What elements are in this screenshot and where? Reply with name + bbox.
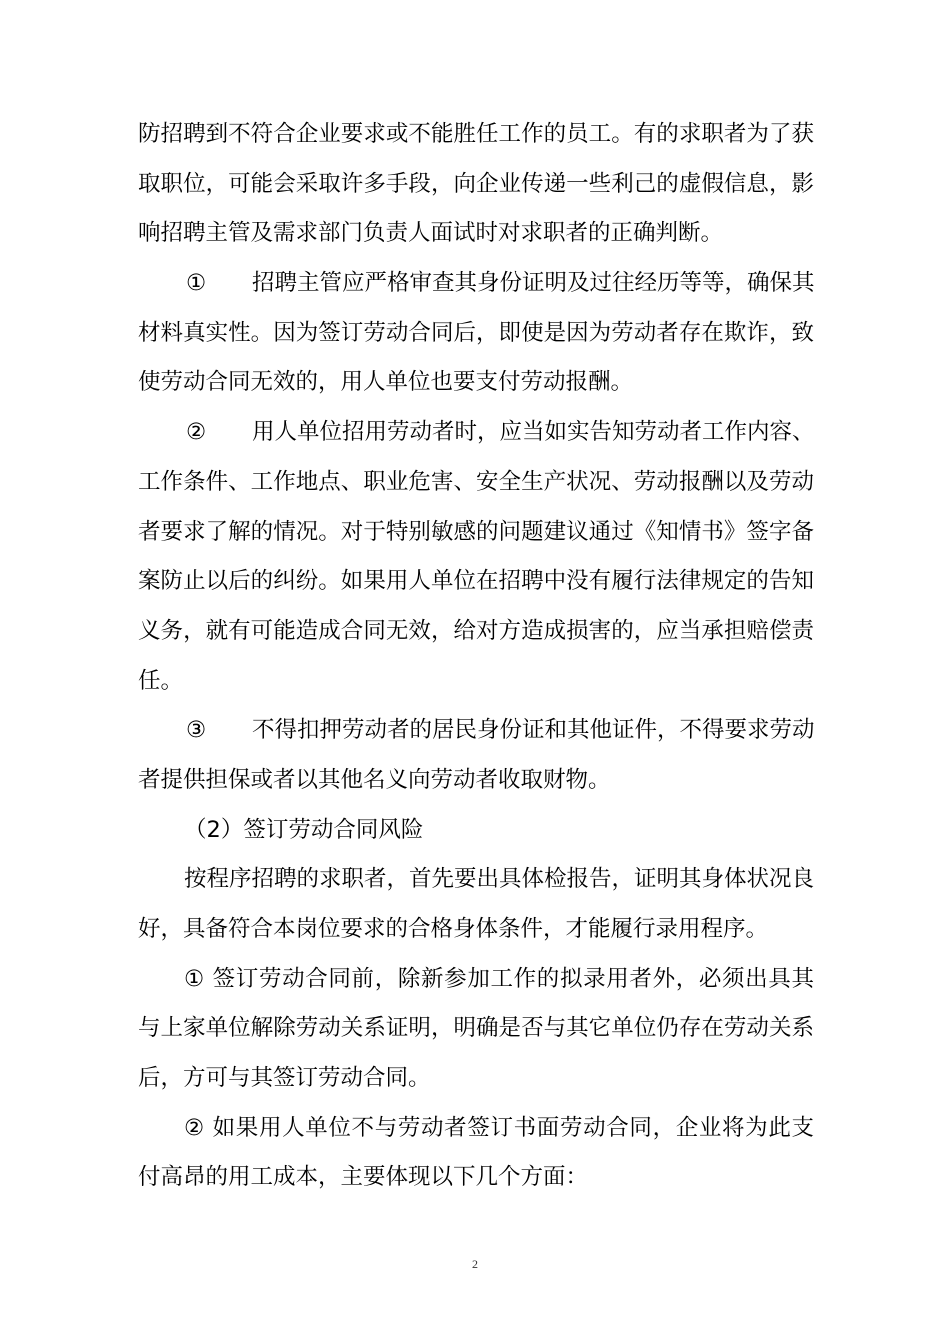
page-number: 2 — [472, 1257, 478, 1271]
text-line: 响招聘主管及需求部门负责人面试时对求职者的正确判断。 — [138, 220, 724, 247]
document-page — [138, 110, 814, 1203]
text-line: 按程序招聘的求职者，首先要出具体检报告，证明其身体状况良 — [184, 866, 815, 893]
paragraph-health-check — [138, 855, 814, 954]
text-line: 任。 — [138, 667, 184, 694]
text-segment: 用人单位招用劳动者时，应当如实告知劳动者工作内容、 — [252, 419, 815, 446]
text-line: 与上家单位解除劳动关系证明，明确是否与其它单位仍存在劳动关系 — [138, 1015, 814, 1042]
text-line — [138, 259, 814, 309]
text-line: 取职位，可能会采取许多手段，向企业传递一些利己的虚假信息，影 — [138, 170, 814, 197]
paragraph-item-3 — [138, 706, 814, 805]
text-line: 后，方可与其签订劳动合同。 — [138, 1065, 431, 1092]
text-line: 案防止以后的纠纷。如果用人单位在招聘中没有履行法律规定的告知 — [138, 568, 814, 595]
text-line: ① 签订劳动合同前，除新参加工作的拟录用者外，必须出具其 — [184, 965, 814, 992]
text-line: ② 如果用人单位不与劳动者签订书面劳动合同，企业将为此支 — [184, 1114, 814, 1141]
text-line: 使劳动合同无效的，用人单位也要支付劳动报酬。 — [138, 369, 634, 396]
paragraph-contract-item-2 — [138, 1104, 814, 1203]
text-line: 材料真实性。因为签订劳动合同后，即使是因为劳动者存在欺诈，致 — [138, 319, 814, 346]
text-line: 者要求了解的情况。对于特别敏感的问题建议通过《知情书》签字备 — [138, 518, 814, 545]
item-marker: ③ — [186, 717, 207, 744]
text-line: 付高昂的用工成本，主要体现以下几个方面： — [138, 1164, 589, 1191]
item-marker: ② — [186, 419, 207, 446]
paragraph-item-2 — [138, 408, 814, 706]
text-line: 者提供担保或者以其他名义向劳动者收取财物。 — [138, 766, 611, 793]
paragraph-contract-item-1 — [138, 955, 814, 1104]
text-line: 义务，就有可能造成合同无效，给对方造成损害的，应当承担赔偿责 — [138, 617, 814, 644]
paragraph-recruit-risk — [138, 110, 814, 259]
text-line — [138, 706, 814, 756]
text-line: 好，具备符合本岗位要求的合格身体条件，才能履行录用程序。 — [138, 916, 769, 942]
text-line: 防招聘到不符合企业要求或不能胜任工作的员工。有的求职者为了获 — [138, 121, 814, 147]
text-line: 工作条件、工作地点、职业危害、安全生产状况、劳动报酬以及劳动 — [138, 468, 814, 495]
text-segment: 不得扣押劳动者的居民身份证和其他证件，不得要求劳动 — [252, 717, 815, 744]
text-line — [138, 408, 814, 458]
item-marker: ① — [186, 270, 207, 297]
paragraph-item-1 — [138, 259, 814, 408]
section-heading — [138, 806, 814, 856]
heading-text: （2）签订劳动合同风险 — [184, 816, 424, 843]
text-segment: 招聘主管应严格审查其身份证明及过往经历等等，确保其 — [252, 270, 815, 297]
